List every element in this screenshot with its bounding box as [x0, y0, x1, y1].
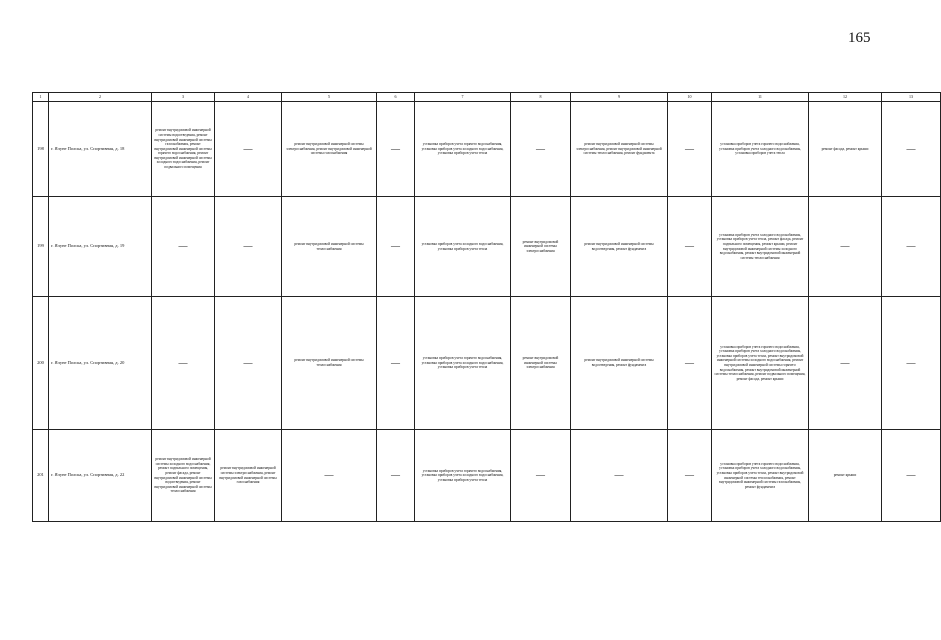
table-cell: — [215, 197, 282, 297]
column-header: 12 [809, 93, 882, 102]
table-cell: — [377, 102, 415, 197]
table-cell: ремонт внутридомовой инженерной системы электроснабжения, ремонт внутридомовой инженерной системы теплоснабжения, ремонт фундамента [571, 102, 668, 197]
column-header: 3 [152, 93, 215, 102]
table-cell: ремонт внутридомовой инженерной системы теплоснабжения [282, 197, 377, 297]
table-row [33, 102, 941, 197]
table-cell: — [882, 297, 941, 430]
table-cell: установка приборов учета горячего водоснабжения, установка приборов учета холодного водоснабжения, установка приборов учета тепла, ремонт внутридомовой инженерной системы холодного водоснабжения, ремонт внутридомовой инженерной системы горячего водоснабжения, ремонт внутридомовой инженерной системы теплоснабжения, ремонт подвального помещения, ремонт фасада, ремонт крыши [712, 297, 809, 430]
table-cell: — [152, 297, 215, 430]
repair-schedule-table [32, 92, 941, 522]
row-address: г. Ялуне Полска, ул. Спортивная, д. 22 [49, 430, 152, 522]
table-cell: установка приборов учета холодного водоснабжения, установка приборов учета тепла, ремонт фасада, ремонт подвального помещения, ремонт крыши, ремонт внутридомовой инженерной системы холодного водоснабжения, ремонт внутридомовой инженерной системы теплоснабжения [712, 197, 809, 297]
table-cell: — [152, 197, 215, 297]
table-cell: ремонт внутридомовой инженерной системы электроснабжения, ремонт внутридомовой инженерной системы газоснабжения [282, 102, 377, 197]
row-address: г. Ялуне Полска, ул. Спортивная, д. 18 [49, 102, 152, 197]
column-header: 7 [415, 93, 511, 102]
table-cell: — [215, 297, 282, 430]
table-cell: — [809, 197, 882, 297]
table-cell: установка приборов учета горячего водоснабжения, установка приборов учета холодного водоснабжения, установка приборов учета тепла, ремонт внутридомовой инженерной системы теплоснабжения, ремонт внутридомовой инженерной системы газоснабжения, ремонт фундамента [712, 430, 809, 522]
table-cell: — [882, 430, 941, 522]
table-cell: — [882, 197, 941, 297]
table-cell: — [282, 430, 377, 522]
table-cell: — [882, 102, 941, 197]
table-row [33, 197, 941, 297]
table-row [33, 430, 941, 522]
column-header: 8 [511, 93, 571, 102]
table-cell: установка приборов учета холодного водоснабжения, установка приборов учета тепла [415, 197, 511, 297]
table-cell: установка приборов учета горячего водоснабжения, установка приборов учета холодного водоснабжения, установка приборов учета тепла [712, 102, 809, 197]
table-cell: ремонт внутридомовой инженерной системы водоотведения, ремонт фундамента [571, 197, 668, 297]
table-cell: ремонт крыши [809, 430, 882, 522]
table-cell: — [215, 102, 282, 197]
row-number: 198 [33, 102, 49, 197]
table-cell: — [377, 197, 415, 297]
table-cell: ремонт внутридомовой инженерной системы электроснабжения [511, 197, 571, 297]
table-cell: установка приборов учета горячего водоснабжения, установка приборов учета холодного водоснабжения, установка приборов учета тепла [415, 297, 511, 430]
table-cell: — [571, 430, 668, 522]
column-header: 9 [571, 93, 668, 102]
table-cell: установка приборов учета горячего водоснабжения, установка приборов учета холодного водоснабжения, установка приборов учета тепла [415, 102, 511, 197]
table-cell: ремонт внутридомовой инженерной системы теплоснабжения [282, 297, 377, 430]
column-header: 10 [668, 93, 712, 102]
table-cell: — [668, 430, 712, 522]
table-cell: ремонт внутридомовой инженерной системы электроснабжения, ремонт внутридомовой инженерной системы газоснабжения [215, 430, 282, 522]
page-number: 165 [848, 30, 871, 46]
column-header: 13 [882, 93, 941, 102]
row-number: 201 [33, 430, 49, 522]
table-row [33, 297, 941, 430]
row-number: 199 [33, 197, 49, 297]
column-header: 1 [33, 93, 49, 102]
table-cell: — [668, 297, 712, 430]
header-row [33, 93, 941, 102]
column-header: 4 [215, 93, 282, 102]
column-header: 6 [377, 93, 415, 102]
table-cell: — [668, 102, 712, 197]
table-cell: ремонт внутридомовой инженерной системы водоотведения, ремонт внутридомовой инженерной системы газоснабжения, ремонт внутридомовой инженерной системы горячего водоснабжения, ремонт внутридомовой инженерной системы холодного водоснабжения, ремонт подвального помещения [152, 102, 215, 197]
table-cell: — [377, 430, 415, 522]
table-cell: — [377, 297, 415, 430]
table-cell: — [511, 102, 571, 197]
column-header: 2 [49, 93, 152, 102]
row-address: г. Ялуне Полска, ул. Спортивная, д. 20 [49, 297, 152, 430]
table-cell: — [511, 430, 571, 522]
table-cell: ремонт внутридомовой инженерной системы электроснабжения [511, 297, 571, 430]
table-cell: — [809, 297, 882, 430]
table-cell: ремонт внутридомовой инженерной системы водоотведения, ремонт фундамента [571, 297, 668, 430]
table-cell: установка приборов учета горячего водоснабжения, установка приборов учета холодного водоснабжения, установка приборов учета тепла [415, 430, 511, 522]
table-cell: ремонт фасада, ремонт крыши [809, 102, 882, 197]
table-cell: ремонт внутридомовой инженерной системы холодного водоснабжения, ремонт подвального помещения, ремонт фасада, ремонт внутридомовой инженерной системы водоотведения, ремонт внутридомовой инженерной системы теплоснабжения [152, 430, 215, 522]
row-number: 200 [33, 297, 49, 430]
column-header: 5 [282, 93, 377, 102]
column-header: 11 [712, 93, 809, 102]
row-address: г. Ялуне Полска, ул. Спортивная, д. 19 [49, 197, 152, 297]
table-cell: — [668, 197, 712, 297]
